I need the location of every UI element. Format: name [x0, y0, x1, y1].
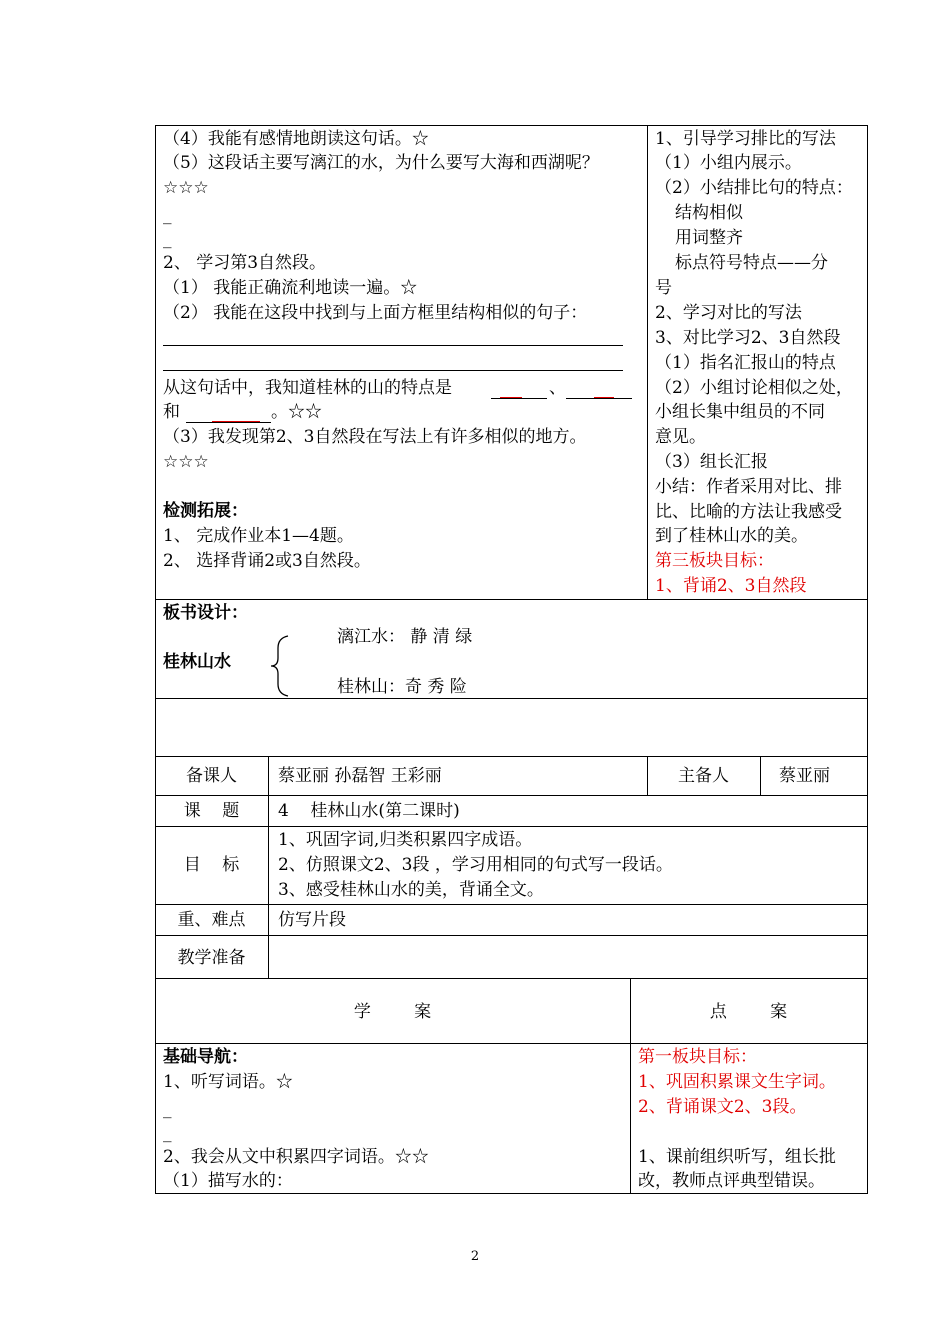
- left-line: （4）我能有感情地朗读这句话。☆: [163, 129, 429, 149]
- left-line: 从这句话中，我知道桂林的山的特点是: [163, 378, 452, 398]
- left-line: 2、 学习第3自然段。: [163, 253, 327, 273]
- goal-heading: 第一板块目标：: [638, 1047, 757, 1067]
- right-line: 号: [655, 278, 672, 298]
- right-line: 1、引导学习排比的写法: [655, 129, 836, 149]
- right-line: 2、学习对比的写法: [655, 303, 802, 323]
- right-line: 用词整齐: [675, 228, 743, 248]
- page-number: 2: [470, 1249, 480, 1264]
- fill-blank: [491, 398, 547, 399]
- test-item: 1、 完成作业本1—4题。: [163, 526, 354, 546]
- right-line: 改，教师点评典型错误。: [638, 1171, 825, 1191]
- left-line: 2、我会从文中积累四字词语。☆☆: [163, 1147, 429, 1167]
- preparers-value: 蔡亚丽 孙磊智 王彩丽: [278, 766, 442, 786]
- left-line: 和: [163, 402, 180, 422]
- basics-heading: 基础导航：: [163, 1047, 248, 1067]
- fill-blank: [566, 398, 632, 399]
- board-title: 桂林山水: [163, 652, 231, 672]
- goal-item: 2、仿照课文2、3段 ，学习用相同的句式写一段话。: [278, 855, 673, 875]
- blank-line: _: [163, 229, 172, 249]
- test-heading: 检测拓展：: [163, 501, 248, 521]
- right-line: 到了桂林山水的美。: [655, 526, 808, 546]
- left-line: （1） 我能正确流利地读一遍。☆: [163, 278, 418, 298]
- key-value: 仿写片段: [278, 910, 346, 930]
- right-line: （2）小结排比句的特点：: [655, 178, 853, 198]
- blank-line: _: [163, 1099, 172, 1119]
- fill-blank-red: [500, 397, 522, 398]
- preparers-label: 备课人: [186, 766, 237, 786]
- fill-blank: [186, 422, 271, 423]
- right-line: （1）小组内展示。: [655, 153, 802, 173]
- goals-label: 目 标: [183, 855, 240, 875]
- left-line: 。☆☆: [271, 402, 322, 422]
- plan-header-right: 点 案: [709, 1002, 788, 1022]
- topic-label: 课 题: [183, 801, 240, 821]
- goal-item: 2、背诵课文2、3段。: [638, 1097, 807, 1117]
- lead-value: 蔡亚丽: [779, 766, 830, 786]
- goal-item: 1、背诵2、3自然段: [655, 576, 807, 596]
- right-line: 3、对比学习2、3自然段: [655, 328, 841, 348]
- right-line: 意见。: [655, 427, 706, 447]
- goal-item: 1、巩固积累课文生字词。: [638, 1072, 836, 1092]
- right-line: （1）指名汇报山的特点: [655, 353, 836, 373]
- blank-line: _: [163, 1123, 172, 1143]
- board-water: 漓江水： 静 清 绿: [337, 627, 473, 647]
- test-item: 2、 选择背诵2或3自然段。: [163, 551, 371, 571]
- right-line: 标点符号特点——分: [675, 253, 828, 273]
- plan-header-left: 学 案: [353, 1002, 432, 1022]
- right-line: 小结：作者采用对比、排: [655, 477, 842, 497]
- goal-heading: 第三板块目标：: [655, 551, 774, 571]
- left-line: ☆☆☆: [163, 178, 209, 198]
- brace-icon: [268, 634, 292, 698]
- right-line: 1、课前组织听写，组长批: [638, 1147, 836, 1167]
- answer-line: [163, 370, 623, 371]
- left-line: 1、听写词语。☆: [163, 1072, 293, 1092]
- board-heading: 板书设计：: [163, 603, 248, 623]
- blank-line: _: [163, 205, 172, 225]
- left-line: （3）我发现第2、3自然段在写法上有许多相似的地方。: [163, 427, 587, 447]
- left-line: （5）这段话主要写漓江的水，为什么要写大海和西湖呢？: [163, 153, 599, 173]
- right-line: 结构相似: [675, 203, 743, 223]
- right-line: 小组长集中组员的不同: [655, 402, 825, 422]
- left-line: （2） 我能在这段中找到与上面方框里结构相似的句子：: [163, 303, 588, 323]
- topic-value: 4 桂林山水(第二课时): [278, 801, 460, 821]
- board-mountain: 桂林山：奇 秀 险: [337, 677, 467, 697]
- prep-label: 教学准备: [177, 948, 246, 968]
- goal-item: 1、巩固字词,归类积累四字成语。: [278, 830, 533, 850]
- left-line: ☆☆☆: [163, 452, 209, 472]
- right-line: 比、比喻的方法让我感受: [655, 502, 842, 522]
- left-line: （1）描写水的：: [163, 1171, 293, 1191]
- goal-item: 3、感受桂林山水的美，背诵全文。: [278, 880, 544, 900]
- key-label: 重、难点: [177, 910, 246, 930]
- lead-label: 主备人: [678, 766, 729, 786]
- answer-line: [163, 345, 623, 346]
- right-line: （2）小组讨论相似之处，: [655, 378, 853, 398]
- left-punct: 、: [549, 378, 566, 398]
- fill-blank-red: [594, 397, 614, 398]
- right-line: （3）组长汇报: [655, 452, 768, 472]
- fill-blank-red: [212, 421, 260, 422]
